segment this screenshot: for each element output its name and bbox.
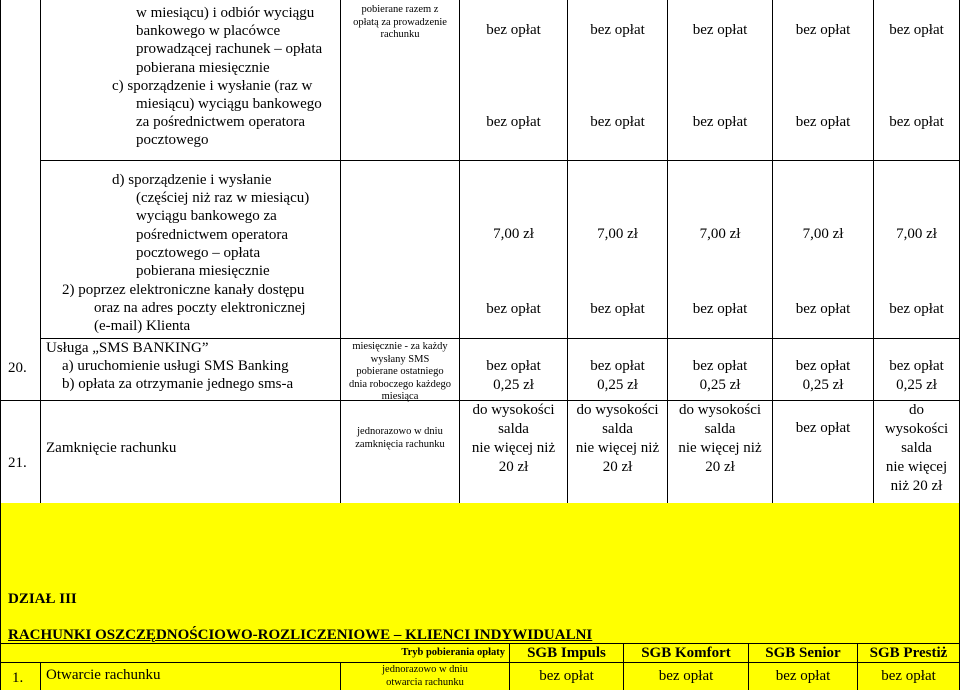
r20-mode-line: miesięcznie - za każdy [352, 341, 448, 352]
last-mode-line: otwarcia rachunku [386, 676, 464, 688]
d-desc-line: d) sporządzenie i wysłanie [112, 172, 272, 188]
e-price-c4: bez opłat [795, 301, 851, 317]
r21-c3 [668, 401, 772, 477]
r21-desc: Zamknięcie rachunku [46, 440, 177, 456]
top-price-c4: bez opłat [795, 22, 851, 38]
d-desc [108, 171, 340, 280]
r20-b-price: 0,25 zł [802, 377, 844, 393]
r20-b-price: 0,25 zł [597, 377, 638, 393]
e-price-c5: bez opłat [889, 301, 944, 317]
top-price-c1: bez opłat [486, 22, 541, 38]
r20-c2 [568, 357, 667, 395]
row-number-21: 21. [8, 455, 27, 471]
header-package-prestiz: SGB Prestiż [869, 645, 948, 661]
r21-c4: bez opłat [795, 420, 851, 436]
d-desc-line: pośrednictwem operatora [136, 226, 289, 243]
row-number-1: 1. [12, 670, 24, 686]
e-desc-line: (e-mail) Klienta [94, 318, 191, 335]
r21-c1-line: do wysokości [472, 402, 555, 418]
r20-desc-line: b) opłata za otrzymanie jednego sms-a [62, 376, 294, 393]
top-price2-c1: bez opłat [486, 114, 541, 130]
top-desc-line: w miesiącu) i odbiór wyciągu [136, 5, 315, 21]
d-desc-line: pocztowego – opłata [136, 244, 261, 261]
r21-c1-line: 20 zł [498, 459, 529, 475]
d-price-c2: 7,00 zł [597, 226, 638, 242]
top-mode [341, 4, 459, 42]
top-desc-line: miesiącu) wyciągu bankowego [136, 96, 322, 113]
top-price2-c5: bez opłat [889, 114, 944, 130]
r21-c5-line: wysokości [884, 421, 949, 437]
header-package-senior: SGB Senior [765, 645, 841, 661]
r20-desc [46, 339, 340, 394]
last-divider-1 [40, 662, 41, 690]
top-desc-line: za pośrednictwem operatora [136, 114, 306, 131]
d-price-c5: 7,00 zł [896, 226, 937, 242]
d-desc-line: wyciągu bankowego za [136, 208, 277, 225]
r21-c3-line: salda [704, 421, 736, 437]
e-desc-line: 2) poprzez elektroniczne kanały dostępu [62, 282, 305, 298]
section-header-bottom [0, 662, 960, 663]
top-mode-line: pobierane razem z [361, 4, 439, 15]
d-price-c3: 7,00 zł [699, 226, 741, 242]
r20-mode-line: dnia roboczego każdego [348, 378, 452, 390]
r21-c1 [460, 401, 567, 477]
top-price2-c4: bez opłat [795, 114, 851, 130]
r21-c5-line: niż 20 zł [890, 478, 943, 494]
r20-a-price: bez opłat [889, 358, 944, 374]
last-mode-line: jednorazowo w dniu [382, 664, 468, 675]
r21-c5-line: salda [901, 440, 932, 456]
r20-a-price: bez opłat [692, 358, 748, 374]
top-desc-line: bankowego w placówce [136, 23, 281, 40]
r20-c1 [460, 357, 567, 395]
last-mode [341, 664, 509, 689]
e-desc-line: oraz na adres poczty elektronicznej [94, 300, 306, 317]
r20-mode [341, 341, 459, 404]
d-price-c1: 7,00 zł [493, 226, 534, 242]
r20-desc-line: a) uruchomienie usługi SMS Banking [62, 358, 289, 375]
r21-mode-line: jednorazowo w dniu [357, 426, 443, 437]
r21-c1-line: salda [498, 421, 529, 437]
r21-mode-line: zamknięcia rachunku [355, 438, 445, 450]
last-price-komfort: bez opłat [658, 668, 714, 684]
section-subtitle: RACHUNKI OSZCZĘDNOŚCIOWO-ROZLICZENIOWE – KLIENCI INDYWIDUALNI [8, 627, 593, 643]
top-desc-line: c) sporządzenie i wysłanie (raz w [112, 77, 313, 94]
top-price2-c2: bez opłat [590, 114, 645, 130]
top-desc-line: pocztowego [136, 132, 209, 149]
top-desc-line: pobierana miesięcznie [136, 59, 270, 76]
e-desc [62, 281, 340, 336]
r20-a-price: bez opłat [486, 358, 541, 374]
d-desc-line: pobierana miesięcznie [136, 263, 270, 280]
r20-mode-line: miesiąca [381, 391, 419, 402]
last-price-impuls: bez opłat [539, 668, 594, 684]
section-title: DZIAŁ III [8, 591, 77, 607]
r21-mode [341, 426, 459, 451]
d-desc-line: (częściej niż raz w miesiącu) [136, 190, 310, 207]
r20-desc-line: Usługa „SMS BANKING” [46, 340, 209, 356]
d-price-c4: 7,00 zł [802, 226, 844, 242]
col-divider-1 [40, 0, 41, 503]
r20-b-price: 0,25 zł [896, 377, 937, 393]
r21-c5-line: do [909, 402, 924, 418]
e-price-c1: bez opłat [486, 301, 541, 317]
header-package-impuls: SGB Impuls [527, 645, 606, 661]
r21-c2-line: salda [602, 421, 633, 437]
r20-c4 [773, 357, 873, 395]
header-mode: Tryb pobierania opłaty [401, 647, 505, 658]
r21-c3-line: do wysokości [678, 402, 762, 418]
row-number-20: 20. [8, 360, 27, 376]
r21-c1-line: nie więcej niż [471, 440, 556, 456]
r21-c3-line: nie więcej niż [678, 440, 762, 456]
row-divider-top [40, 160, 960, 161]
r21-c2 [568, 401, 667, 477]
r21-c2-line: do wysokości [576, 402, 659, 418]
last-desc: Otwarcie rachunku [46, 667, 161, 683]
r20-b-price: 0,25 zł [493, 377, 534, 393]
top-desc [108, 4, 338, 150]
top-price-c3: bez opłat [692, 22, 748, 38]
r20-mode-line: pobierane ostatniego [356, 366, 444, 377]
last-price-senior: bez opłat [775, 668, 831, 684]
r21-c2-line: 20 zł [602, 459, 633, 475]
r21-c5 [874, 401, 959, 496]
r21-c5-line: nie więcej [885, 459, 948, 475]
header-package-komfort: SGB Komfort [641, 645, 731, 661]
r20-a-price: bez opłat [795, 358, 851, 374]
e-price-c2: bez opłat [590, 301, 645, 317]
top-price-c5: bez opłat [889, 22, 944, 38]
top-price2-c3: bez opłat [692, 114, 748, 130]
top-price-c2: bez opłat [590, 22, 645, 38]
e-price-c3: bez opłat [692, 301, 748, 317]
section-border-left [0, 503, 1, 643]
last-border-left [0, 643, 1, 690]
table-border-left [0, 0, 1, 503]
r20-b-price: 0,25 zł [699, 377, 741, 393]
top-mode-line: opłatą za prowadzenie [353, 16, 447, 28]
top-mode-line: rachunku [380, 29, 420, 40]
top-desc-line: prowadzącej rachunek – opłata [136, 41, 323, 58]
r20-c3 [668, 357, 772, 395]
r21-c3-line: 20 zł [705, 459, 735, 475]
r20-c5 [874, 357, 959, 395]
r20-a-price: bez opłat [590, 358, 645, 374]
last-price-prestiz: bez opłat [881, 668, 936, 684]
r21-c2-line: nie więcej niż [575, 440, 660, 456]
r20-mode-line: wysłany SMS [370, 353, 430, 365]
